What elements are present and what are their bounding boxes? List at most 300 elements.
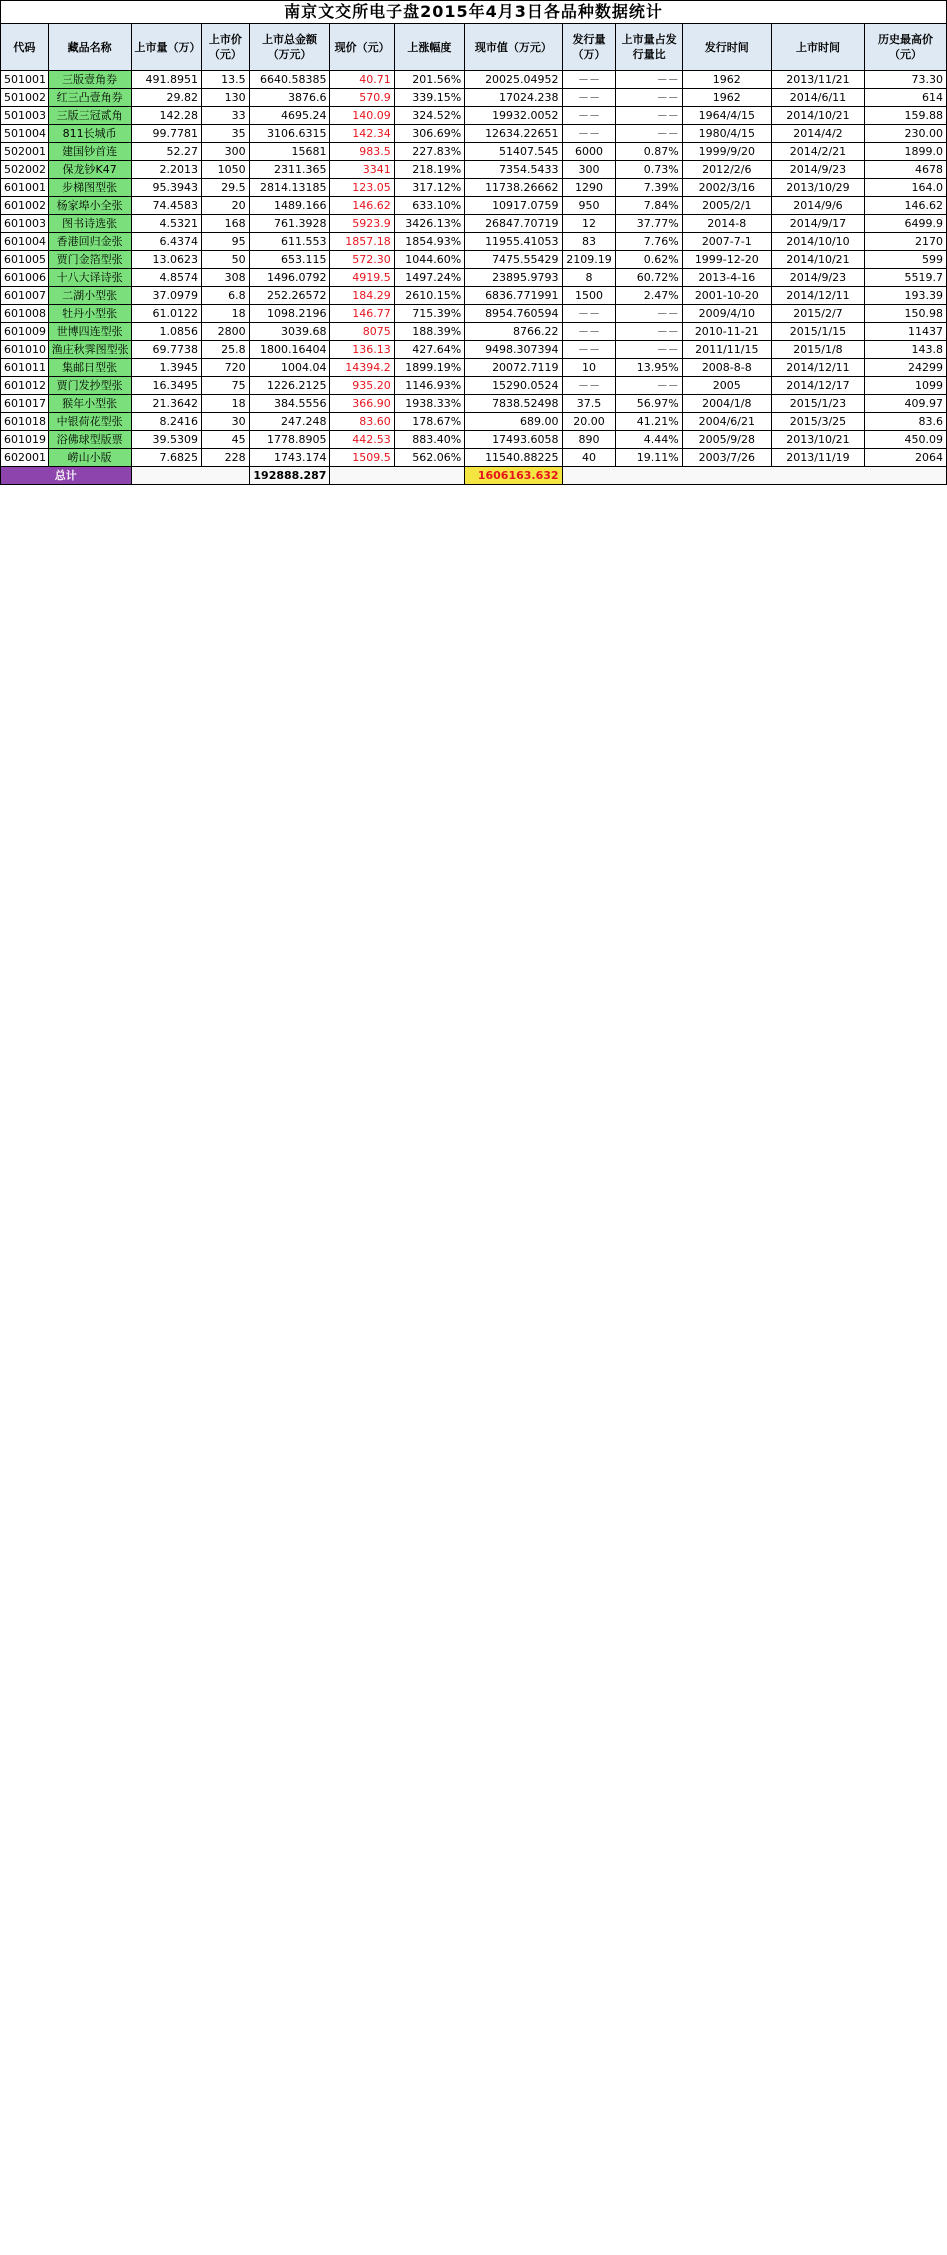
cell-name: 崂山小版 bbox=[48, 449, 131, 467]
cell-name: 牡丹小型张 bbox=[48, 305, 131, 323]
cell-listing-total: 1778.8905 bbox=[249, 431, 330, 449]
cell-rise: 1938.33% bbox=[394, 395, 464, 413]
table-row bbox=[1, 377, 947, 395]
cell-listing-total: 384.5556 bbox=[249, 395, 330, 413]
cell-listing-total: 611.553 bbox=[249, 233, 330, 251]
table-row bbox=[1, 413, 947, 431]
cell-listing-price: 308 bbox=[202, 269, 250, 287]
cell-current-price: 3341 bbox=[330, 161, 394, 179]
cell-listing-price: 228 bbox=[202, 449, 250, 467]
cell-issue-date: 2005 bbox=[682, 377, 771, 395]
cell-issue-quantity: 8 bbox=[562, 269, 616, 287]
cell-listing-date: 2014/10/10 bbox=[771, 233, 864, 251]
cell-rise: 324.52% bbox=[394, 107, 464, 125]
cell-issue-quantity: 2109.19 bbox=[562, 251, 616, 269]
cell-current-price: 366.90 bbox=[330, 395, 394, 413]
cell-listing-date: 2014/10/21 bbox=[771, 107, 864, 125]
cell-current-price: 1509.5 bbox=[330, 449, 394, 467]
cell-market-value: 689.00 bbox=[465, 413, 562, 431]
cell-issue-date: 2004/6/21 bbox=[682, 413, 771, 431]
cell-current-price: 142.34 bbox=[330, 125, 394, 143]
cell-issue-quantity: 12 bbox=[562, 215, 616, 233]
cell-code: 501004 bbox=[1, 125, 49, 143]
cell-current-price: 123.05 bbox=[330, 179, 394, 197]
cell-rise: 1146.93% bbox=[394, 377, 464, 395]
cell-current-price: 442.53 bbox=[330, 431, 394, 449]
cell-listing-quantity: 7.6825 bbox=[131, 449, 201, 467]
cell-listing-quantity: 37.0979 bbox=[131, 287, 201, 305]
cell-listing-quantity: 1.3945 bbox=[131, 359, 201, 377]
cell-historical-high: 1099 bbox=[865, 377, 947, 395]
table-row bbox=[1, 287, 947, 305]
cell-rise: 317.12% bbox=[394, 179, 464, 197]
cell-listing-date: 2014/9/23 bbox=[771, 269, 864, 287]
cell-listing-price: 18 bbox=[202, 395, 250, 413]
cell-rise: 339.15% bbox=[394, 89, 464, 107]
cell-listing-ratio: 0.62% bbox=[616, 251, 682, 269]
cell-name: 集邮日型张 bbox=[48, 359, 131, 377]
cell-listing-total: 1489.166 bbox=[249, 197, 330, 215]
cell-rise: 1044.60% bbox=[394, 251, 464, 269]
cell-name: 三版壹角券 bbox=[48, 71, 131, 89]
cell-listing-quantity: 4.5321 bbox=[131, 215, 201, 233]
cell-listing-quantity: 29.82 bbox=[131, 89, 201, 107]
cell-name: 步梯图型张 bbox=[48, 179, 131, 197]
table-row bbox=[1, 323, 947, 341]
cell-issue-quantity: －－ bbox=[562, 305, 616, 323]
cell-listing-price: 45 bbox=[202, 431, 250, 449]
cell-historical-high: 83.6 bbox=[865, 413, 947, 431]
cell-historical-high: 146.62 bbox=[865, 197, 947, 215]
table-row bbox=[1, 431, 947, 449]
cell-historical-high: 4678 bbox=[865, 161, 947, 179]
cell-code: 601004 bbox=[1, 233, 49, 251]
cell-issue-date: 2003/7/26 bbox=[682, 449, 771, 467]
cell-issue-quantity: －－ bbox=[562, 71, 616, 89]
cell-listing-date: 2013/10/29 bbox=[771, 179, 864, 197]
cell-code: 601019 bbox=[1, 431, 49, 449]
cell-name: 图书诗选张 bbox=[48, 215, 131, 233]
cell-listing-price: 720 bbox=[202, 359, 250, 377]
cell-issue-date: 1999/9/20 bbox=[682, 143, 771, 161]
cell-rise: 306.69% bbox=[394, 125, 464, 143]
cell-historical-high: 6499.9 bbox=[865, 215, 947, 233]
cell-rise: 1497.24% bbox=[394, 269, 464, 287]
cell-issue-date: 1964/4/15 bbox=[682, 107, 771, 125]
cell-name: 红三凸壹角券 bbox=[48, 89, 131, 107]
cell-listing-quantity: 16.3495 bbox=[131, 377, 201, 395]
cell-listing-ratio: －－ bbox=[616, 89, 682, 107]
cell-listing-quantity: 2.2013 bbox=[131, 161, 201, 179]
cell-listing-price: 30 bbox=[202, 413, 250, 431]
cell-issue-quantity: 890 bbox=[562, 431, 616, 449]
cell-listing-price: 35 bbox=[202, 125, 250, 143]
cell-listing-date: 2014/12/11 bbox=[771, 287, 864, 305]
cell-listing-total: 6640.58385 bbox=[249, 71, 330, 89]
cell-issue-date: 2014-8 bbox=[682, 215, 771, 233]
cell-listing-total: 1098.2196 bbox=[249, 305, 330, 323]
cell-listing-date: 2015/1/23 bbox=[771, 395, 864, 413]
cell-name: 世博四连型张 bbox=[48, 323, 131, 341]
cell-market-value: 17493.6058 bbox=[465, 431, 562, 449]
cell-market-value: 7475.55429 bbox=[465, 251, 562, 269]
cell-listing-ratio: 0.87% bbox=[616, 143, 682, 161]
cell-code: 501002 bbox=[1, 89, 49, 107]
cell-rise: 188.39% bbox=[394, 323, 464, 341]
cell-listing-date: 2014/10/21 bbox=[771, 251, 864, 269]
cell-listing-quantity: 13.0623 bbox=[131, 251, 201, 269]
table-row bbox=[1, 215, 947, 233]
cell-listing-date: 2013/10/21 bbox=[771, 431, 864, 449]
table-header bbox=[1, 24, 947, 71]
cell-listing-date: 2015/1/15 bbox=[771, 323, 864, 341]
data-table bbox=[0, 23, 947, 485]
cell-listing-quantity: 6.4374 bbox=[131, 233, 201, 251]
table-row bbox=[1, 251, 947, 269]
cell-listing-date: 2013/11/21 bbox=[771, 71, 864, 89]
cell-issue-date: 1962 bbox=[682, 71, 771, 89]
table-row bbox=[1, 197, 947, 215]
cell-historical-high: 450.09 bbox=[865, 431, 947, 449]
column-header: 上市价（元） bbox=[202, 24, 250, 71]
cell-name: 二湖小型张 bbox=[48, 287, 131, 305]
cell-code: 601012 bbox=[1, 377, 49, 395]
cell-rise: 633.10% bbox=[394, 197, 464, 215]
cell-listing-date: 2014/9/23 bbox=[771, 161, 864, 179]
cell-listing-ratio: －－ bbox=[616, 71, 682, 89]
cell-listing-ratio: －－ bbox=[616, 377, 682, 395]
column-header: 发行时间 bbox=[682, 24, 771, 71]
cell-name: 渔庄秋霁图型张 bbox=[48, 341, 131, 359]
cell-issue-quantity: －－ bbox=[562, 341, 616, 359]
cell-listing-total: 3106.6315 bbox=[249, 125, 330, 143]
column-header: 上涨幅度 bbox=[394, 24, 464, 71]
cell-issue-date: 2007-7-1 bbox=[682, 233, 771, 251]
cell-historical-high: 193.39 bbox=[865, 287, 947, 305]
cell-market-value: 7354.5433 bbox=[465, 161, 562, 179]
cell-market-value: 15290.0524 bbox=[465, 377, 562, 395]
cell-historical-high: 230.00 bbox=[865, 125, 947, 143]
cell-issue-quantity: 37.5 bbox=[562, 395, 616, 413]
column-header: 藏品名称 bbox=[48, 24, 131, 71]
cell-listing-ratio: 60.72% bbox=[616, 269, 682, 287]
cell-issue-quantity: 83 bbox=[562, 233, 616, 251]
cell-market-value: 11540.88225 bbox=[465, 449, 562, 467]
cell-listing-date: 2014/12/11 bbox=[771, 359, 864, 377]
cell-listing-price: 75 bbox=[202, 377, 250, 395]
column-header: 上市量（万） bbox=[131, 24, 201, 71]
cell-issue-date: 1999-12-20 bbox=[682, 251, 771, 269]
cell-name: 贾门金箔型张 bbox=[48, 251, 131, 269]
cell-rise: 178.67% bbox=[394, 413, 464, 431]
cell-rise: 883.40% bbox=[394, 431, 464, 449]
cell-current-price: 935.20 bbox=[330, 377, 394, 395]
cell-issue-quantity: －－ bbox=[562, 89, 616, 107]
cell-code: 601003 bbox=[1, 215, 49, 233]
cell-issue-quantity: 950 bbox=[562, 197, 616, 215]
cell-current-price: 1857.18 bbox=[330, 233, 394, 251]
cell-current-price: 140.09 bbox=[330, 107, 394, 125]
cell-historical-high: 159.88 bbox=[865, 107, 947, 125]
cell-listing-date: 2014/6/11 bbox=[771, 89, 864, 107]
cell-rise: 715.39% bbox=[394, 305, 464, 323]
cell-name: 香港回归金张 bbox=[48, 233, 131, 251]
cell-listing-ratio: 2.47% bbox=[616, 287, 682, 305]
cell-code: 601009 bbox=[1, 323, 49, 341]
table-row bbox=[1, 233, 947, 251]
table-row bbox=[1, 161, 947, 179]
cell-rise: 427.64% bbox=[394, 341, 464, 359]
cell-historical-high: 614 bbox=[865, 89, 947, 107]
total-row bbox=[1, 467, 947, 485]
cell-listing-total: 2311.365 bbox=[249, 161, 330, 179]
cell-issue-date: 2011/11/15 bbox=[682, 341, 771, 359]
total-listing-amount: 192888.287 bbox=[249, 467, 330, 485]
cell-market-value: 19932.0052 bbox=[465, 107, 562, 125]
cell-listing-date: 2015/3/25 bbox=[771, 413, 864, 431]
cell-listing-total: 3876.6 bbox=[249, 89, 330, 107]
cell-code: 601017 bbox=[1, 395, 49, 413]
table-row bbox=[1, 395, 947, 413]
cell-issue-quantity: －－ bbox=[562, 323, 616, 341]
table-row bbox=[1, 107, 947, 125]
cell-name: 保龙钞K47 bbox=[48, 161, 131, 179]
cell-market-value: 17024.238 bbox=[465, 89, 562, 107]
cell-listing-ratio: 7.39% bbox=[616, 179, 682, 197]
cell-issue-date: 1980/4/15 bbox=[682, 125, 771, 143]
cell-code: 601007 bbox=[1, 287, 49, 305]
cell-listing-date: 2013/11/19 bbox=[771, 449, 864, 467]
cell-listing-price: 300 bbox=[202, 143, 250, 161]
cell-issue-quantity: －－ bbox=[562, 107, 616, 125]
cell-current-price: 983.5 bbox=[330, 143, 394, 161]
cell-current-price: 572.30 bbox=[330, 251, 394, 269]
cell-code: 602001 bbox=[1, 449, 49, 467]
table-row bbox=[1, 359, 947, 377]
cell-listing-ratio: －－ bbox=[616, 341, 682, 359]
table-row bbox=[1, 179, 947, 197]
column-header: 上市时间 bbox=[771, 24, 864, 71]
cell-listing-ratio: 4.44% bbox=[616, 431, 682, 449]
cell-rise: 218.19% bbox=[394, 161, 464, 179]
cell-listing-quantity: 491.8951 bbox=[131, 71, 201, 89]
cell-listing-price: 18 bbox=[202, 305, 250, 323]
cell-current-price: 83.60 bbox=[330, 413, 394, 431]
table-row bbox=[1, 71, 947, 89]
cell-historical-high: 2064 bbox=[865, 449, 947, 467]
column-header: 上市总金额（万元） bbox=[249, 24, 330, 71]
cell-listing-quantity: 39.5309 bbox=[131, 431, 201, 449]
cell-historical-high: 409.97 bbox=[865, 395, 947, 413]
cell-listing-price: 50 bbox=[202, 251, 250, 269]
cell-issue-date: 2008-8-8 bbox=[682, 359, 771, 377]
cell-listing-ratio: 7.84% bbox=[616, 197, 682, 215]
cell-listing-quantity: 142.28 bbox=[131, 107, 201, 125]
cell-market-value: 26847.70719 bbox=[465, 215, 562, 233]
cell-listing-quantity: 95.3943 bbox=[131, 179, 201, 197]
cell-market-value: 20025.04952 bbox=[465, 71, 562, 89]
table-row bbox=[1, 449, 947, 467]
cell-issue-quantity: 1290 bbox=[562, 179, 616, 197]
cell-code: 601001 bbox=[1, 179, 49, 197]
table-row bbox=[1, 143, 947, 161]
cell-listing-price: 33 bbox=[202, 107, 250, 125]
table-row bbox=[1, 305, 947, 323]
cell-market-value: 20072.7119 bbox=[465, 359, 562, 377]
column-header: 历史最高价（元） bbox=[865, 24, 947, 71]
page-title: 南京文交所电子盘2015年4月3日各品种数据统计 bbox=[0, 0, 947, 23]
cell-listing-total: 2814.13185 bbox=[249, 179, 330, 197]
cell-historical-high: 164.0 bbox=[865, 179, 947, 197]
cell-rise: 227.83% bbox=[394, 143, 464, 161]
cell-historical-high: 599 bbox=[865, 251, 947, 269]
cell-listing-quantity: 61.0122 bbox=[131, 305, 201, 323]
cell-current-price: 136.13 bbox=[330, 341, 394, 359]
cell-issue-quantity: 6000 bbox=[562, 143, 616, 161]
cell-listing-total: 1800.16404 bbox=[249, 341, 330, 359]
cell-historical-high: 73.30 bbox=[865, 71, 947, 89]
cell-listing-quantity: 69.7738 bbox=[131, 341, 201, 359]
cell-listing-total: 1226.2125 bbox=[249, 377, 330, 395]
cell-market-value: 51407.545 bbox=[465, 143, 562, 161]
cell-name: 十八大译诗张 bbox=[48, 269, 131, 287]
cell-rise: 2610.15% bbox=[394, 287, 464, 305]
cell-rise: 1899.19% bbox=[394, 359, 464, 377]
cell-issue-quantity: 1500 bbox=[562, 287, 616, 305]
cell-current-price: 570.9 bbox=[330, 89, 394, 107]
cell-listing-quantity: 8.2416 bbox=[131, 413, 201, 431]
cell-issue-date: 2002/3/16 bbox=[682, 179, 771, 197]
cell-current-price: 146.77 bbox=[330, 305, 394, 323]
cell-listing-price: 20 bbox=[202, 197, 250, 215]
cell-current-price: 8075 bbox=[330, 323, 394, 341]
cell-code: 601011 bbox=[1, 359, 49, 377]
cell-market-value: 8954.760594 bbox=[465, 305, 562, 323]
cell-name: 三版三冠贰角 bbox=[48, 107, 131, 125]
cell-code: 501001 bbox=[1, 71, 49, 89]
table-row bbox=[1, 89, 947, 107]
cell-name: 杨家埠小全张 bbox=[48, 197, 131, 215]
cell-name: 建国钞首连 bbox=[48, 143, 131, 161]
column-header: 现市值（万元） bbox=[465, 24, 562, 71]
cell-listing-quantity: 99.7781 bbox=[131, 125, 201, 143]
cell-code: 501003 bbox=[1, 107, 49, 125]
cell-listing-quantity: 74.4583 bbox=[131, 197, 201, 215]
cell-listing-total: 3039.68 bbox=[249, 323, 330, 341]
cell-code: 502002 bbox=[1, 161, 49, 179]
cell-code: 601008 bbox=[1, 305, 49, 323]
cell-market-value: 6836.771991 bbox=[465, 287, 562, 305]
cell-listing-date: 2015/2/7 bbox=[771, 305, 864, 323]
cell-listing-quantity: 21.3642 bbox=[131, 395, 201, 413]
cell-current-price: 40.71 bbox=[330, 71, 394, 89]
cell-issue-quantity: 300 bbox=[562, 161, 616, 179]
cell-historical-high: 5519.7 bbox=[865, 269, 947, 287]
cell-historical-high: 150.98 bbox=[865, 305, 947, 323]
cell-listing-ratio: 56.97% bbox=[616, 395, 682, 413]
cell-listing-price: 168 bbox=[202, 215, 250, 233]
column-header: 代码 bbox=[1, 24, 49, 71]
cell-issue-quantity: 40 bbox=[562, 449, 616, 467]
column-header: 上市量占发行量比 bbox=[616, 24, 682, 71]
cell-current-price: 14394.2 bbox=[330, 359, 394, 377]
table-body bbox=[1, 71, 947, 485]
cell-historical-high: 11437 bbox=[865, 323, 947, 341]
cell-listing-ratio: 0.73% bbox=[616, 161, 682, 179]
cell-listing-quantity: 4.8574 bbox=[131, 269, 201, 287]
cell-listing-price: 6.8 bbox=[202, 287, 250, 305]
cell-issue-date: 2013-4-16 bbox=[682, 269, 771, 287]
cell-market-value: 12634.22651 bbox=[465, 125, 562, 143]
cell-name: 中银荷花型张 bbox=[48, 413, 131, 431]
cell-listing-ratio: 7.76% bbox=[616, 233, 682, 251]
cell-listing-ratio: －－ bbox=[616, 107, 682, 125]
cell-issue-date: 2012/2/6 bbox=[682, 161, 771, 179]
cell-code: 601005 bbox=[1, 251, 49, 269]
cell-current-price: 184.29 bbox=[330, 287, 394, 305]
cell-listing-total: 247.248 bbox=[249, 413, 330, 431]
cell-code: 601010 bbox=[1, 341, 49, 359]
cell-listing-total: 15681 bbox=[249, 143, 330, 161]
total-spacer bbox=[330, 467, 465, 485]
cell-issue-date: 2004/1/8 bbox=[682, 395, 771, 413]
cell-listing-ratio: 41.21% bbox=[616, 413, 682, 431]
cell-listing-price: 2800 bbox=[202, 323, 250, 341]
column-header: 发行量（万） bbox=[562, 24, 616, 71]
cell-listing-ratio: －－ bbox=[616, 125, 682, 143]
cell-rise: 562.06% bbox=[394, 449, 464, 467]
cell-listing-total: 1004.04 bbox=[249, 359, 330, 377]
cell-listing-total: 1496.0792 bbox=[249, 269, 330, 287]
total-spacer bbox=[562, 467, 946, 485]
cell-issue-quantity: 10 bbox=[562, 359, 616, 377]
cell-listing-total: 761.3928 bbox=[249, 215, 330, 233]
cell-market-value: 11738.26662 bbox=[465, 179, 562, 197]
cell-code: 502001 bbox=[1, 143, 49, 161]
cell-listing-total: 1743.174 bbox=[249, 449, 330, 467]
cell-listing-total: 4695.24 bbox=[249, 107, 330, 125]
cell-listing-ratio: 19.11% bbox=[616, 449, 682, 467]
cell-listing-quantity: 1.0856 bbox=[131, 323, 201, 341]
cell-historical-high: 24299 bbox=[865, 359, 947, 377]
table-row bbox=[1, 341, 947, 359]
cell-listing-date: 2014/9/6 bbox=[771, 197, 864, 215]
cell-listing-price: 1050 bbox=[202, 161, 250, 179]
cell-listing-ratio: 37.77% bbox=[616, 215, 682, 233]
cell-code: 601002 bbox=[1, 197, 49, 215]
cell-name: 浴佛球型版票 bbox=[48, 431, 131, 449]
cell-historical-high: 1899.0 bbox=[865, 143, 947, 161]
cell-issue-quantity: －－ bbox=[562, 125, 616, 143]
cell-listing-price: 25.8 bbox=[202, 341, 250, 359]
cell-historical-high: 143.8 bbox=[865, 341, 947, 359]
cell-market-value: 9498.307394 bbox=[465, 341, 562, 359]
cell-market-value: 8766.22 bbox=[465, 323, 562, 341]
table-row bbox=[1, 269, 947, 287]
cell-listing-price: 95 bbox=[202, 233, 250, 251]
cell-market-value: 7838.52498 bbox=[465, 395, 562, 413]
cell-historical-high: 2170 bbox=[865, 233, 947, 251]
cell-rise: 1854.93% bbox=[394, 233, 464, 251]
cell-issue-date: 2005/2/1 bbox=[682, 197, 771, 215]
page bbox=[0, 0, 947, 485]
cell-issue-date: 2005/9/28 bbox=[682, 431, 771, 449]
total-spacer bbox=[131, 467, 249, 485]
cell-listing-date: 2014/9/17 bbox=[771, 215, 864, 233]
cell-listing-price: 13.5 bbox=[202, 71, 250, 89]
cell-listing-ratio: －－ bbox=[616, 323, 682, 341]
cell-current-price: 146.62 bbox=[330, 197, 394, 215]
